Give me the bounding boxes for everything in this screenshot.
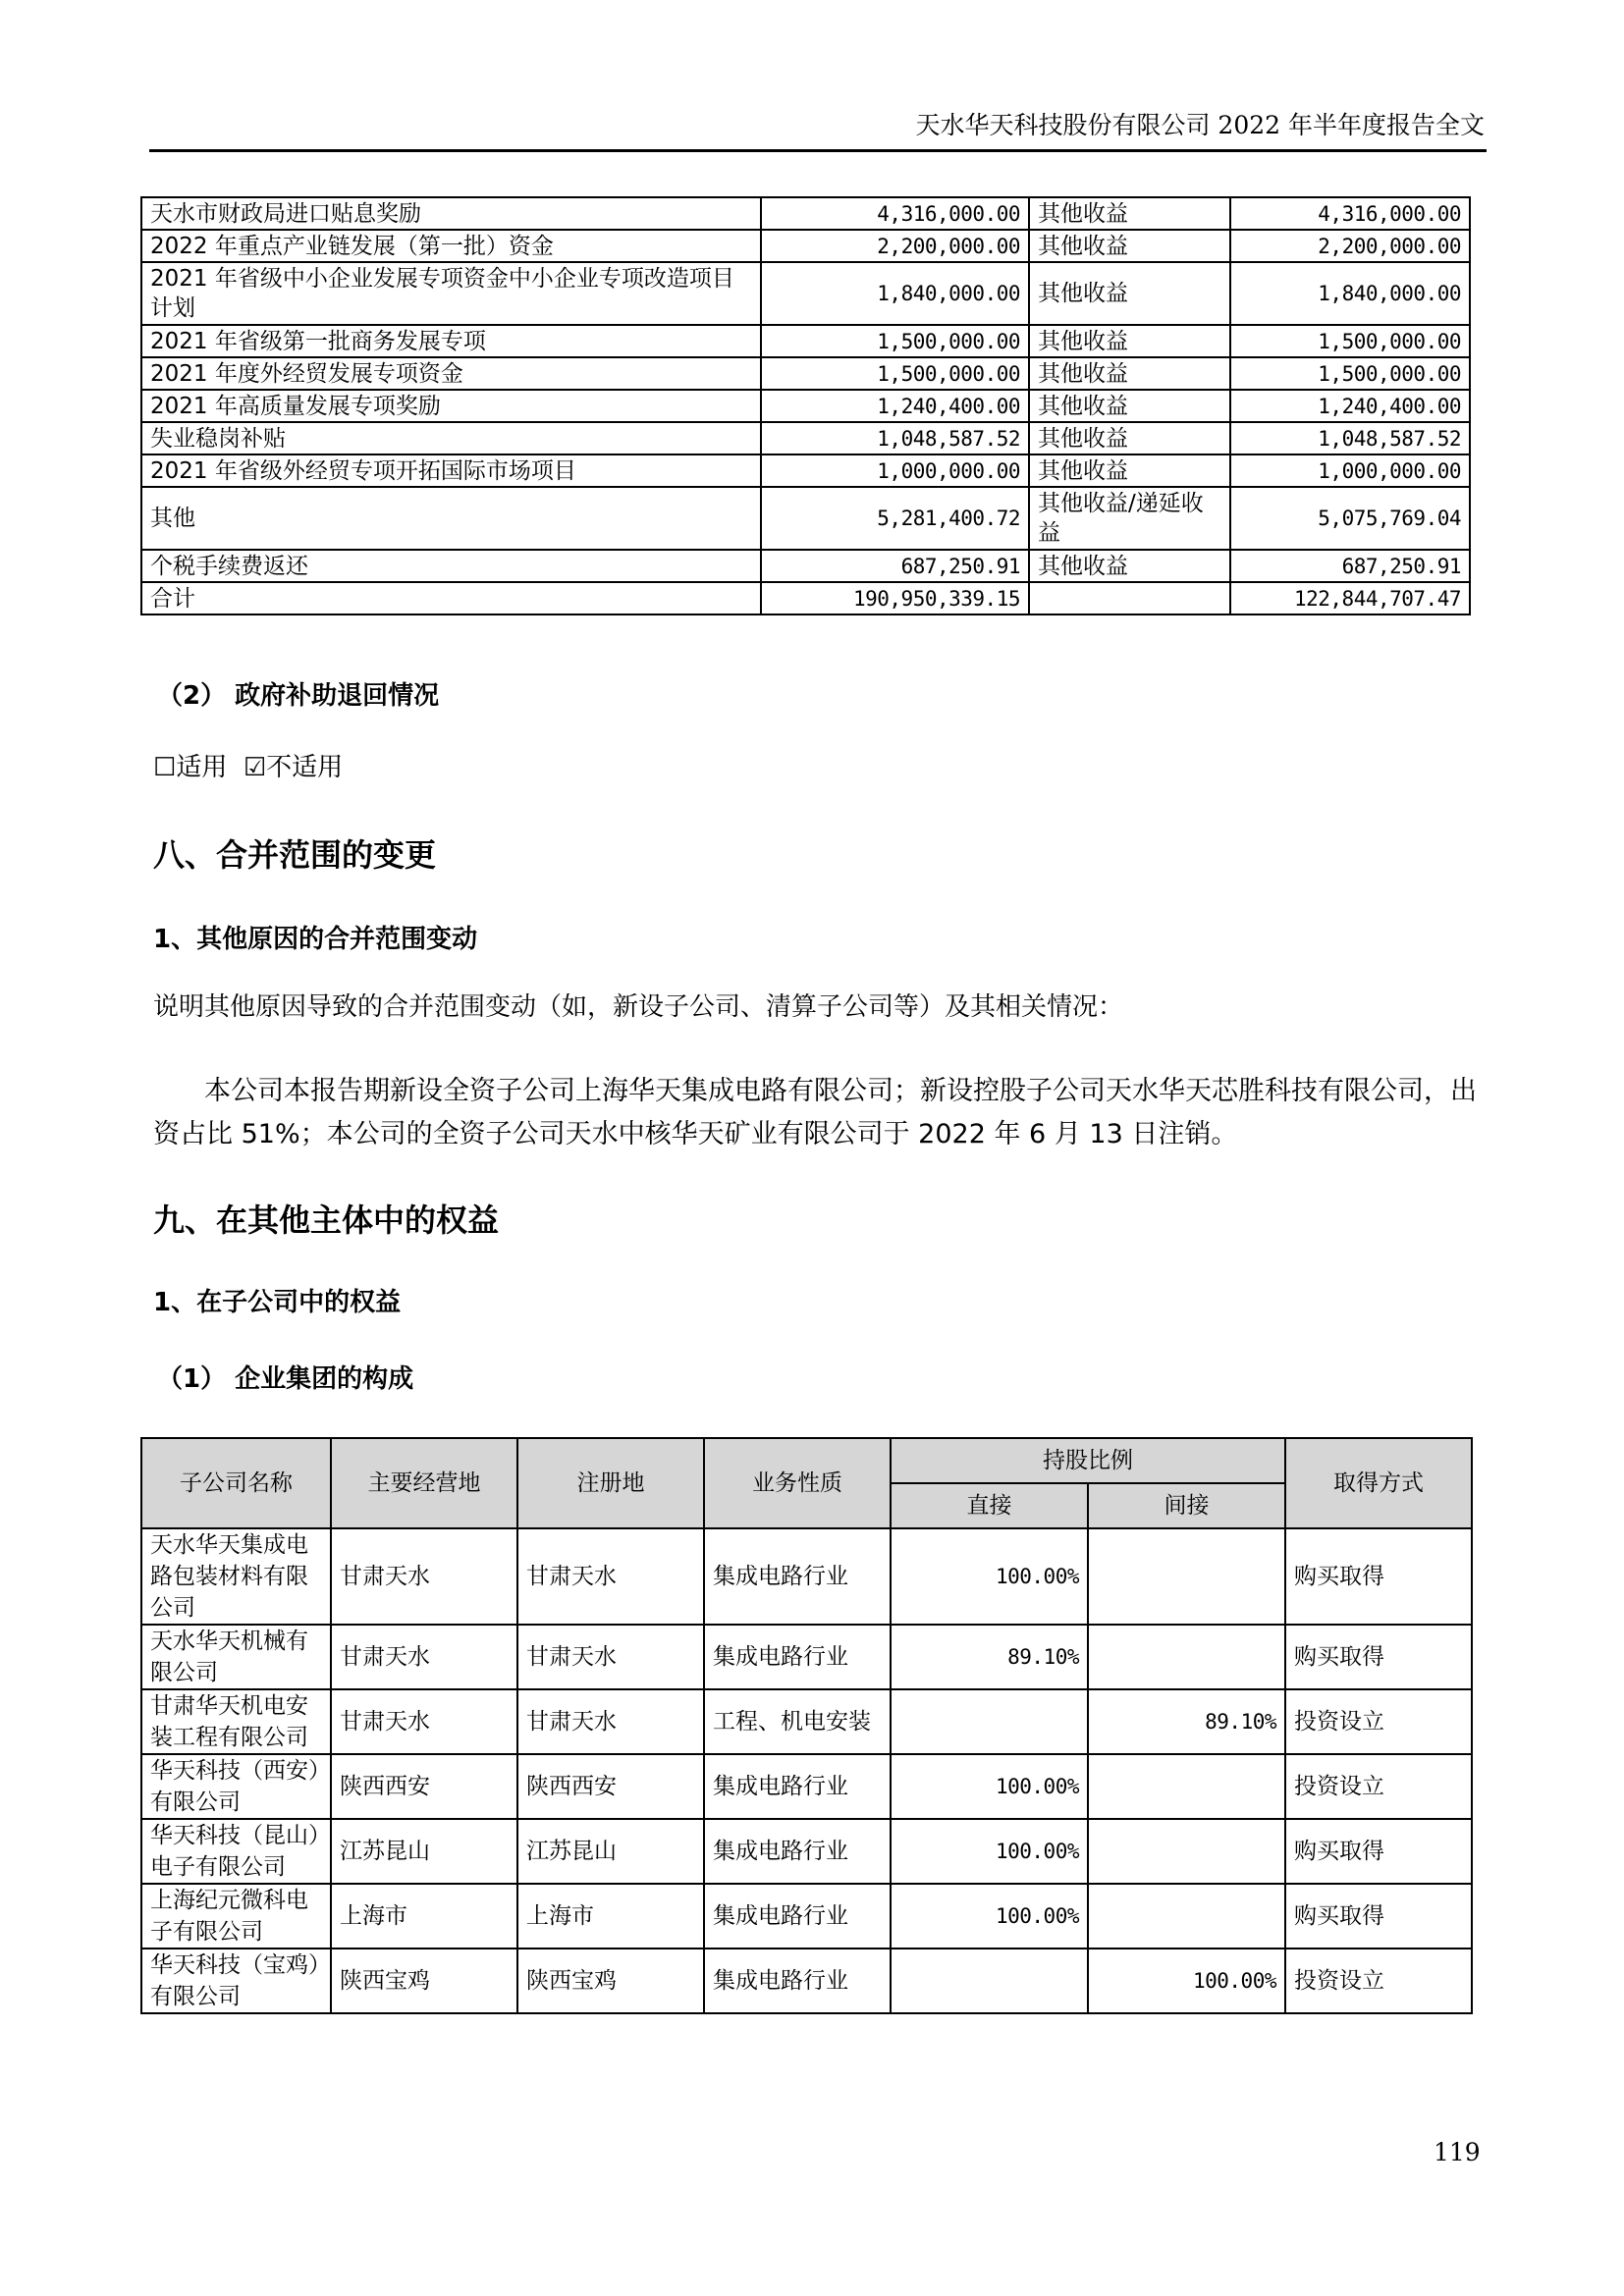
col-header-indirect: 间接 — [1088, 1483, 1285, 1528]
indirect-holding — [1088, 1819, 1285, 1884]
business-nature: 集成电路行业 — [704, 1884, 891, 1949]
business-nature: 集成电路行业 — [704, 1528, 891, 1625]
table-row — [141, 390, 1470, 422]
table-row — [141, 230, 1470, 262]
col-header-main-place: 主要经营地 — [331, 1438, 517, 1528]
subsidy-amount: 1,000,000.00 — [761, 454, 1029, 487]
subsidy-amount: 1,500,000.00 — [761, 325, 1029, 357]
subsidiary-name: 甘肃华天机电安装工程有限公司 — [141, 1689, 331, 1754]
subsidy-item: 2021 年省级中小企业发展专项资金中小企业专项改造项目计划 — [141, 262, 761, 325]
direct-holding: 100.00% — [891, 1884, 1088, 1949]
subsidy-item: 个税手续费返还 — [141, 550, 761, 582]
header-divider — [149, 149, 1487, 152]
main-place: 甘肃天水 — [331, 1625, 517, 1689]
subsidy-recognized: 687,250.91 — [1230, 550, 1470, 582]
business-nature: 集成电路行业 — [704, 1625, 891, 1689]
section-9-1-heading: 1、在子公司中的权益 — [153, 1288, 402, 1317]
subsidy-amount: 5,281,400.72 — [761, 487, 1029, 550]
subsidiary-composition-table — [140, 1437, 1473, 2014]
not-applicable-label: 不适用 — [266, 753, 344, 782]
col-header-holding: 持股比例 — [891, 1438, 1285, 1483]
subsidy-amount: 190,950,339.15 — [761, 582, 1029, 614]
subsidiary-name: 华天科技（宝鸡）有限公司 — [141, 1949, 331, 2013]
indirect-holding — [1088, 1528, 1285, 1625]
direct-holding: 89.10% — [891, 1625, 1088, 1689]
business-nature: 集成电路行业 — [704, 1949, 891, 2013]
section-8-intro: 说明其他原因导致的合并范围变动（如，新设子公司、清算子公司等）及其相关情况： — [153, 992, 1124, 1022]
table-row — [141, 487, 1470, 550]
page-number: 119 — [1434, 2138, 1481, 2166]
reg-place: 上海市 — [517, 1884, 704, 1949]
subsidy-amount: 2,200,000.00 — [761, 230, 1029, 262]
section-8-1-heading: 1、其他原因的合并范围变动 — [153, 925, 478, 954]
subsidy-recognized: 2,200,000.00 — [1230, 230, 1470, 262]
acquisition-method: 购买取得 — [1285, 1884, 1472, 1949]
applicable-label: 适用 — [176, 753, 228, 782]
subsidy-amount: 1,048,587.52 — [761, 422, 1029, 454]
subsidy-item: 其他 — [141, 487, 761, 550]
subsidy-amount: 1,840,000.00 — [761, 262, 1029, 325]
total-row — [141, 582, 1470, 614]
indirect-holding — [1088, 1625, 1285, 1689]
reg-place: 陕西宝鸡 — [517, 1949, 704, 2013]
direct-holding: 100.00% — [891, 1528, 1088, 1625]
table-header-row — [141, 1438, 1472, 1483]
section-9-1-1-heading: （1） 企业集团的构成 — [157, 1364, 414, 1394]
subsidy-line-item: 其他收益 — [1029, 230, 1230, 262]
table-row — [141, 1949, 1472, 2013]
section-8-body: 本公司本报告期新设全资子公司上海华天集成电路有限公司；新设控股子公司天水华天芯胜科技有限公司，出资占比 51%；本公司的全资子公司天水中核华天矿业有限公司于 2022 年 6 月 13 日注销。 — [153, 1076, 1477, 1149]
reg-place: 甘肃天水 — [517, 1625, 704, 1689]
acquisition-method: 购买取得 — [1285, 1625, 1472, 1689]
main-place: 江苏昆山 — [331, 1819, 517, 1884]
main-place: 甘肃天水 — [331, 1689, 517, 1754]
acquisition-method: 投资设立 — [1285, 1689, 1472, 1754]
acquisition-method: 投资设立 — [1285, 1754, 1472, 1819]
refund-heading: （2） 政府补助退回情况 — [157, 681, 440, 711]
subsidy-recognized: 5,075,769.04 — [1230, 487, 1470, 550]
indirect-holding — [1088, 1754, 1285, 1819]
table-row — [141, 1819, 1472, 1884]
business-nature: 集成电路行业 — [704, 1754, 891, 1819]
subsidy-recognized: 1,048,587.52 — [1230, 422, 1470, 454]
subsidiary-name: 天水华天集成电路包装材料有限公司 — [141, 1528, 331, 1625]
subsidy-item: 合计 — [141, 582, 761, 614]
reg-place: 陕西西安 — [517, 1754, 704, 1819]
subsidy-recognized: 1,500,000.00 — [1230, 357, 1470, 390]
subsidy-recognized: 1,500,000.00 — [1230, 325, 1470, 357]
subsidy-amount: 1,500,000.00 — [761, 357, 1029, 390]
indirect-holding: 89.10% — [1088, 1689, 1285, 1754]
subsidiary-name: 华天科技（昆山）电子有限公司 — [141, 1819, 331, 1884]
col-header-method: 取得方式 — [1285, 1438, 1472, 1528]
col-header-name: 子公司名称 — [141, 1438, 331, 1528]
subsidy-line-item: 其他收益 — [1029, 325, 1230, 357]
acquisition-method: 购买取得 — [1285, 1819, 1472, 1884]
table-row — [141, 454, 1470, 487]
page-header: 天水华天科技股份有限公司 2022 年半年度报告全文 — [915, 111, 1485, 139]
subsidy-recognized: 1,840,000.00 — [1230, 262, 1470, 325]
section-9-heading: 九、在其他主体中的权益 — [153, 1201, 500, 1239]
subsidiary-name: 上海纪元微科电子有限公司 — [141, 1884, 331, 1949]
subsidy-amount: 1,240,400.00 — [761, 390, 1029, 422]
subsidy-line-item — [1029, 582, 1230, 614]
table-row — [141, 262, 1470, 325]
acquisition-method: 购买取得 — [1285, 1528, 1472, 1625]
table-row — [141, 1528, 1472, 1625]
subsidy-recognized: 4,316,000.00 — [1230, 197, 1470, 230]
subsidy-item: 2021 年省级外经贸专项开拓国际市场项目 — [141, 454, 761, 487]
subsidy-amount: 4,316,000.00 — [761, 197, 1029, 230]
table-row — [141, 1754, 1472, 1819]
business-nature: 集成电路行业 — [704, 1819, 891, 1884]
reg-place: 甘肃天水 — [517, 1689, 704, 1754]
table-row — [141, 197, 1470, 230]
table-row — [141, 325, 1470, 357]
main-place: 陕西宝鸡 — [331, 1949, 517, 2013]
acquisition-method: 投资设立 — [1285, 1949, 1472, 2013]
subsidy-line-item: 其他收益 — [1029, 262, 1230, 325]
subsidy-line-item: 其他收益 — [1029, 197, 1230, 230]
subsidy-item: 2021 年省级第一批商务发展专项 — [141, 325, 761, 357]
subsidy-line-item: 其他收益 — [1029, 357, 1230, 390]
subsidy-item: 2021 年度外经贸发展专项资金 — [141, 357, 761, 390]
table-row — [141, 550, 1470, 582]
subsidy-item: 2021 年高质量发展专项奖励 — [141, 390, 761, 422]
table-row — [141, 1884, 1472, 1949]
direct-holding: 100.00% — [891, 1754, 1088, 1819]
subsidy-line-item: 其他收益 — [1029, 422, 1230, 454]
main-place: 陕西西安 — [331, 1754, 517, 1819]
table-row — [141, 357, 1470, 390]
subsidy-item: 2022 年重点产业链发展（第一批）资金 — [141, 230, 761, 262]
subsidiary-name: 天水华天机械有限公司 — [141, 1625, 331, 1689]
applicability-options — [153, 750, 343, 785]
col-header-business: 业务性质 — [704, 1438, 891, 1528]
reg-place: 江苏昆山 — [517, 1819, 704, 1884]
indirect-holding — [1088, 1884, 1285, 1949]
government-subsidy-table — [140, 196, 1471, 615]
table-row — [141, 1689, 1472, 1754]
direct-holding: 100.00% — [891, 1819, 1088, 1884]
business-nature: 工程、机电安装 — [704, 1689, 891, 1754]
subsidy-item: 天水市财政局进口贴息奖励 — [141, 197, 761, 230]
subsidiary-name: 华天科技（西安）有限公司 — [141, 1754, 331, 1819]
direct-holding — [891, 1689, 1088, 1754]
subsidy-line-item: 其他收益 — [1029, 390, 1230, 422]
subsidy-item: 失业稳岗补贴 — [141, 422, 761, 454]
subsidy-line-item: 其他收益 — [1029, 550, 1230, 582]
subsidy-line-item: 其他收益/递延收益 — [1029, 487, 1230, 550]
indirect-holding: 100.00% — [1088, 1949, 1285, 2013]
main-place: 上海市 — [331, 1884, 517, 1949]
direct-holding — [891, 1949, 1088, 2013]
col-header-reg-place: 注册地 — [517, 1438, 704, 1528]
section-8-heading: 八、合并范围的变更 — [153, 836, 437, 874]
not-applicable-checkbox[interactable]: ☑ — [243, 753, 267, 782]
subsidy-amount: 687,250.91 — [761, 550, 1029, 582]
reg-place: 甘肃天水 — [517, 1528, 704, 1625]
col-header-direct: 直接 — [891, 1483, 1088, 1528]
applicable-checkbox[interactable]: ☐ — [153, 753, 177, 782]
subsidy-recognized: 1,240,400.00 — [1230, 390, 1470, 422]
subsidy-recognized: 122,844,707.47 — [1230, 582, 1470, 614]
table-row — [141, 1625, 1472, 1689]
subsidy-line-item: 其他收益 — [1029, 454, 1230, 487]
table-row — [141, 422, 1470, 454]
subsidy-recognized: 1,000,000.00 — [1230, 454, 1470, 487]
main-place: 甘肃天水 — [331, 1528, 517, 1625]
